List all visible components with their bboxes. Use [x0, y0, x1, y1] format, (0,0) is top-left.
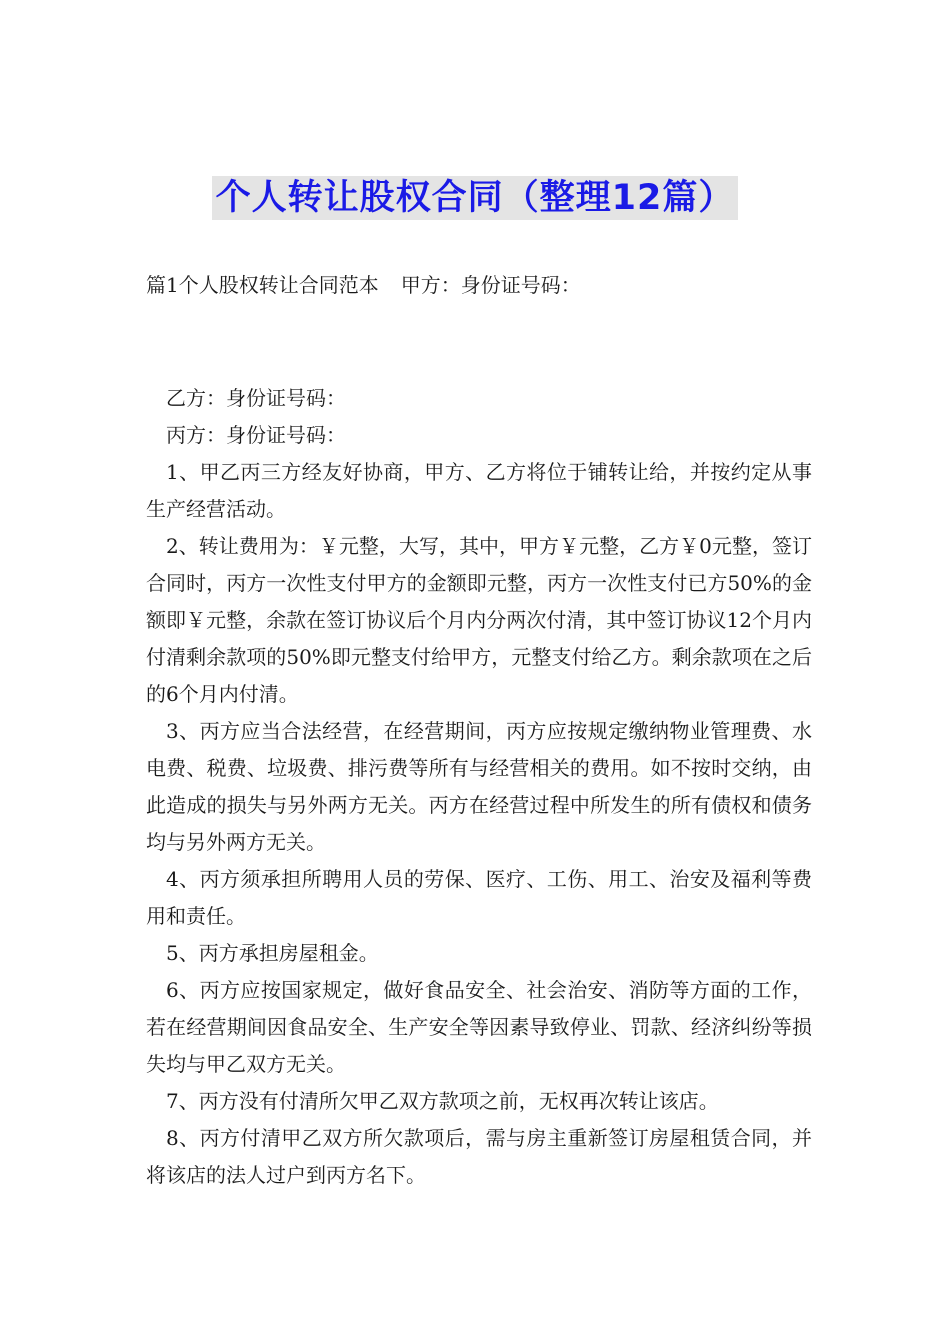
- clause-5: 5、丙方承担房屋租金。: [166, 941, 379, 965]
- title-container: [0, 176, 950, 220]
- clause-6: 6、丙方应按国家规定，做好食品安全、社会治安、消防等方面的工作，若在经营期间因食品安全、生产安全等因素导致停业、罚款、经济纠纷等损失均与甲乙双方无关。: [146, 978, 812, 1076]
- document-title: 个人转让股权合同（整理12篇）: [212, 176, 739, 220]
- clause-2: 2、转让费用为：￥元整，大写，其中，甲方￥元整，乙方￥0元整，签订合同时，丙方一次性支付甲方的金额即元整，丙方一次性支付已方50%的金额即￥元整，余款在签订协议后个月内分两次付清，其中签订协议12个月内付清剩余款项的50%即元整支付给甲方，元整支付给乙方。剩余款项在之后的6个月内付清。: [146, 534, 812, 706]
- clause-8: 8、丙方付清甲乙双方所欠款项后，需与房主重新签订房屋租赁合同，并将该店的法人过户到丙方名下。: [146, 1126, 812, 1187]
- clause-7: 7、丙方没有付清所欠甲乙双方款项之前，无权再次转让该店。: [166, 1089, 719, 1113]
- paragraph-party-b: 乙方：身份证号码：: [166, 386, 346, 410]
- clause-1: 1、甲乙丙三方经友好协商，甲方、乙方将位于铺转让给，并按约定从事生产经营活动。: [146, 460, 812, 521]
- contract-body: [146, 380, 812, 1194]
- section-heading: [146, 270, 581, 300]
- paragraph-party-c: 丙方：身份证号码：: [166, 423, 346, 447]
- section-heading-label: 篇1个人股权转让合同范本: [146, 273, 379, 297]
- clause-3: 3、丙方应当合法经营，在经营期间，丙方应按规定缴纳物业管理费、水电费、税费、垃圾费、排污费等所有与经营相关的费用。如不按时交纳，由此造成的损失与另外两方无关。丙方在经营过程中所发生的所有债权和债务均与另外两方无关。: [146, 719, 812, 854]
- party-a-id-line: 甲方：身份证号码：: [400, 273, 581, 297]
- clause-4: 4、丙方须承担所聘用人员的劳保、医疗、工伤、用工、治安及福利等费用和责任。: [146, 867, 812, 928]
